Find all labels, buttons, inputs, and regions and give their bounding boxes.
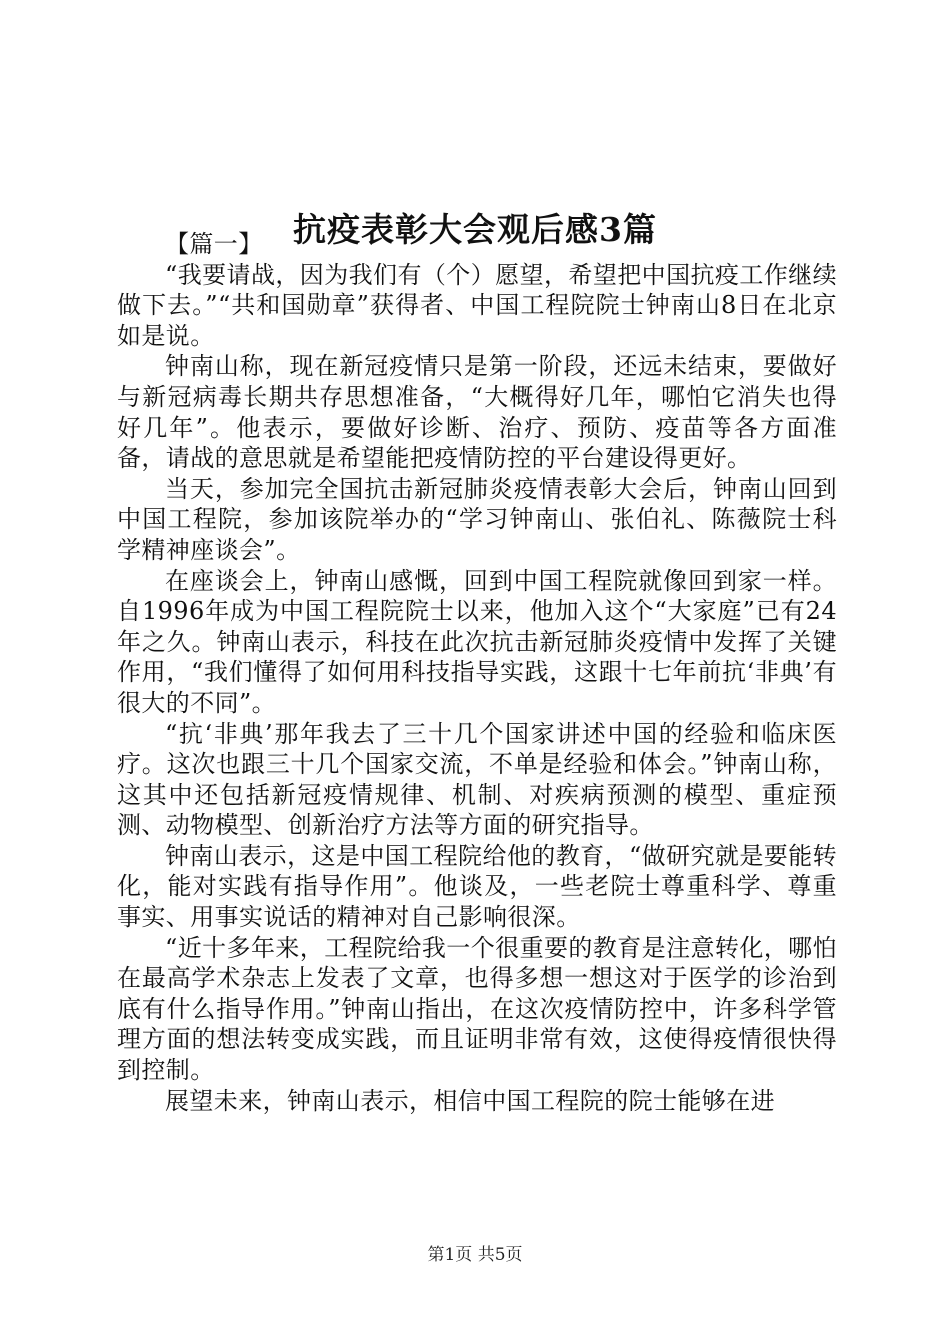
- paragraph: “我要请战，因为我们有（个）愿望，希望把中国抗疫工作继续做下去。”“共和国勋章”获得者、中国工程院院士钟南山8日在北京如是说。: [117, 260, 837, 350]
- paragraph: “抗‘非典’那年我去了三十几个国家讲述中国的经验和临床医疗。这次也跟三十几个国家交流，不单是经验和体会。”钟南山称，这其中还包括新冠疫情规律、机制、对疾病预测的模型、重症预测、动物模型、创新治疗方法等方面的研究指导。: [117, 719, 837, 840]
- document-body: [117, 229, 837, 1116]
- paragraph: 在座谈会上，钟南山感慨，回到中国工程院就像回到家一样。自1996年成为中国工程院院士以来，他加入这个“大家庭”已有24年之久。钟南山表示，科技在此次抗击新冠肺炎疫情中发挥了关键作用，“我们懂得了如何用科技指导实践，这跟十七年前抗‘非典’有很大的不同”。: [117, 566, 837, 717]
- paragraph: 展望未来，钟南山表示，相信中国工程院的院士能够在进: [165, 1086, 775, 1115]
- paragraph: 钟南山表示，这是中国工程院给他的教育，“做研究就是要能转化，能对实践有指导作用”。他谈及，一些老院士尊重科学、尊重事实、用事实说话的精神对自己影响很深。: [117, 841, 837, 932]
- page-footer: 第1页 共5页: [427, 1245, 523, 1265]
- paragraph: 当天，参加完全国抗击新冠肺炎疫情表彰大会后，钟南山回到中国工程院，参加该院举办的“学习钟南山、张伯礼、陈薇院士科学精神座谈会”。: [117, 474, 837, 564]
- section-label: 【篇一】: [165, 230, 263, 258]
- paragraph: 钟南山称，现在新冠疫情只是第一阶段，还远未结束，要做好与新冠病毒长期共存思想准备，“大概得好几年，哪怕它消失也得好几年”。他表示，要做好诊断、治疗、预防、疫苗等各方面准备，请战的意思就是希望能把疫情防控的平台建设得更好。: [117, 352, 837, 473]
- paragraph: “近十多年来，工程院给我一个很重要的教育是注意转化，哪怕在最高学术杂志上发表了文章，也得多想一想这对于医学的诊治到底有什么指导作用。”钟南山指出，在这次疫情防控中，许多科学管理方面的想法转变成实践，而且证明非常有效，这使得疫情很快得到控制。: [117, 933, 837, 1085]
- document-title: 抗疫表彰大会观后感3篇: [293, 210, 657, 250]
